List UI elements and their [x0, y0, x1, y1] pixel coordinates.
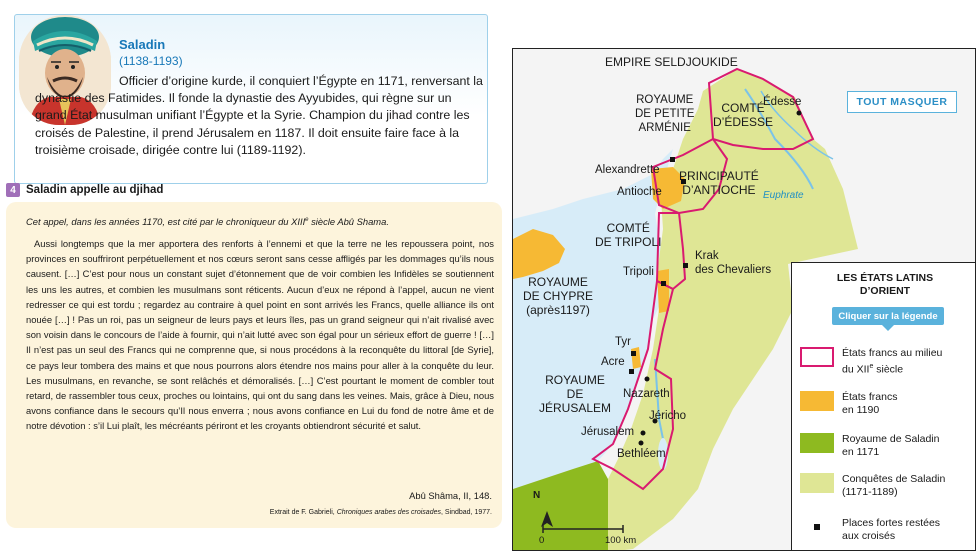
- city-tyr: Tyr: [615, 336, 631, 348]
- crusader-states-map: [512, 48, 976, 551]
- legend-item-franks-1190[interactable]: [800, 391, 897, 417]
- legend-click-button[interactable]: Cliquer sur la légende: [832, 307, 944, 325]
- document-body: Aussi longtemps que la mer apportera des renforts à l’ennemi et que la terre ne les repoussera point, nos provinces en souffriront perpétuellement et nos cœurs seront sans cesse affligés par les dommages qu’ils nous causent. […] C’est pour nous un constant sujet d’étonnement que de voir combien les Infidèles se soutiennent les uns les autres, et combien les musulmans sont réticents. Aucun d’eux ne répond à l’appel, aucun ne vient redresser ce qui est tordu ; regardez au contraire à quel point en sont arrivés les Francs, quelle alliance ils ont nouée […] ! Pas un roi, pas un seigneur de leurs pays et leurs îles, pas un grand seigneur qui n’ait rivalisé avec son voisin dans le concours de l’aide à fournir, qui n’ait lutté avec son égal pour un sérieux effort de guerre ! […] Il n’est pas un seul des Francs qui ne comprenne que, si nous procédons à la reconquête du littoral [de Syrie], ce pays leur tombera des mains et que nous pourrons alors étendre nos mains pour aller à la conquête du leur. Les musulmans, en revanche, se sont relâchés et démoralisés. […] C’est pourtant le moment de combler tout retard, de rassembler tous ceux, proches ou lointains, qui ont du sang dans les veines. Mais, grâce à Dieu, nous avons confiance dans le secours qu’Il nous enverra ; nous avons confiance en Lui du fond de notre âme et de notre dévotion : s’il Lui plaît, les mécréants périront et les croyants obtiendront sécurité et salut.: [26, 238, 494, 432]
- tripoli-1190-area: [657, 269, 669, 313]
- source-title: Chroniques arabes des croisades: [336, 509, 441, 516]
- city-acre: Acre: [601, 356, 625, 368]
- legend-border-pre: du XII: [842, 363, 870, 376]
- city-nazareth: Nazareth: [623, 388, 670, 400]
- scale-zero: 0: [539, 535, 545, 546]
- map-legend: [791, 262, 976, 551]
- legend-swatch-orange: [800, 391, 834, 411]
- legend-conquest-label: [842, 473, 945, 499]
- fort-marker: [683, 263, 688, 268]
- armenia-line1: ROYAUME: [636, 94, 694, 106]
- city-bethleem: Bethléem: [617, 448, 666, 460]
- city-jerusalem: Jérusalem: [581, 426, 635, 438]
- city-antioche: Antioche: [617, 186, 662, 198]
- jerusalem-line3: JÉRUSALEM: [539, 401, 612, 415]
- legend-swatch-lime: [800, 473, 834, 493]
- krak-line1: Krak: [695, 250, 719, 262]
- legend-border-line2: [842, 360, 942, 377]
- city-tripoli: Tripoli: [623, 266, 654, 278]
- label-jerusalem: [539, 373, 611, 415]
- label-tripoli: [595, 221, 661, 249]
- antioch-line1: PRINCIPAUTÉ: [679, 169, 759, 183]
- intro-text: Cet appel, dans les années 1170, est cité par le chroniqueur du XIII: [26, 216, 306, 227]
- fort-marker: [629, 369, 634, 374]
- jerusalem-city: [641, 431, 646, 436]
- legend-item-forts[interactable]: [800, 517, 940, 543]
- legend-title-line1: LES ÉTATS LATINS: [836, 272, 934, 284]
- bio-text: Officier d’origine kurde, il conquiert l’Égypte en 1171, renversant la dynastie des Fatimides. Il fonde la dynastie des Ayyubides, qui règne sur un grand État musulman unifiant l’Égypte et la Syrie. Champion du jihad contre les croisés de Palestine, il prend Jérusalem en 1187. Il doit ensuite faire face à la troisième croisade, dirigée contre lui (1189-1192).: [35, 74, 483, 157]
- legend-forts-label: [842, 517, 940, 543]
- tripoli-line2: DE TRIPOLI: [595, 235, 662, 249]
- legend-franks-line2: en 1190: [842, 404, 880, 416]
- legend-item-conquests[interactable]: [800, 473, 945, 499]
- nazareth-city: [645, 377, 650, 382]
- document-box: [6, 202, 502, 528]
- krak-line2: des Chevaliers: [695, 264, 772, 276]
- legend-forts-line1: Places fortes restées: [842, 517, 941, 529]
- label-euphrate: Euphrate: [763, 190, 804, 201]
- fort-marker: [661, 281, 666, 286]
- scale-end: 100 km: [605, 535, 637, 546]
- fort-marker-icon: [800, 517, 834, 537]
- biography-card: [14, 14, 488, 184]
- legend-conquest-line1: Conquêtes de Saladin: [842, 473, 946, 485]
- fort-marker: [670, 157, 675, 162]
- label-armenia: [635, 93, 694, 135]
- legend-title-line2: D’ORIENT: [859, 285, 911, 297]
- legend-saladin-line1: Royaume de Saladin: [842, 433, 940, 445]
- legend-border-sup: e: [869, 363, 874, 370]
- legend-saladin-label: [842, 433, 939, 459]
- legend-swatch-green: [800, 433, 834, 453]
- city-jericho: Jéricho: [649, 410, 687, 422]
- hide-all-button[interactable]: TOUT MASQUER: [847, 91, 957, 113]
- fort-marker: [631, 351, 636, 356]
- legend-item-border[interactable]: [800, 347, 942, 377]
- intro-sup: e: [305, 216, 309, 223]
- legend-border-post: siècle: [873, 363, 904, 376]
- legend-forts-line2: aux croisés: [842, 530, 896, 542]
- intro-end: siècle Abû Shama.: [308, 216, 389, 227]
- legend-item-border-label: [842, 347, 942, 377]
- document-heading: [6, 182, 163, 198]
- legend-franks-label: [842, 391, 897, 417]
- source-suffix: , Sindbad, 1977.: [441, 509, 492, 516]
- legend-swatch-border: [800, 347, 834, 367]
- north-label: N: [533, 490, 541, 501]
- bio-name: Saladin: [119, 37, 166, 52]
- edessa-line1: COMTÉ: [721, 101, 765, 115]
- armenia-line3: ARMÉNIE: [638, 122, 691, 134]
- city-alexandrette: Alexandrette: [595, 164, 660, 176]
- city-edesse: Édesse: [763, 96, 802, 108]
- cyprus-line1: ROYAUME: [528, 275, 588, 289]
- document-number-badge: 4: [6, 183, 20, 197]
- legend-title: [792, 272, 976, 298]
- bethleem-city: [639, 441, 644, 446]
- cyprus-line2: DE CHYPRE: [523, 289, 594, 303]
- edessa-city: [797, 111, 802, 116]
- legend-conquest-line2: (1171-1189): [842, 486, 898, 498]
- antioch-line2: D’ANTIOCHE: [682, 183, 756, 197]
- legend-border-line1: États francs au milieu: [842, 347, 943, 359]
- document-title: Saladin appelle au djihad: [26, 184, 164, 196]
- tripoli-line1: COMTÉ: [606, 221, 650, 235]
- city-krak: [695, 249, 771, 277]
- legend-item-saladin-kingdom[interactable]: [800, 433, 939, 459]
- source-prefix: Extrait de F. Gabrieli,: [269, 509, 337, 516]
- cyprus-line3: (après1197): [526, 303, 590, 317]
- legend-saladin-line2: en 1171: [842, 446, 880, 458]
- edessa-line2: D’ÉDESSE: [713, 115, 774, 129]
- document-author: Abû Shâma, II, 148.: [409, 490, 492, 501]
- armenia-line2: DE PETITE: [635, 108, 695, 120]
- label-empire: EMPIRE SELDJOUKIDE: [605, 55, 738, 69]
- document-intro: [26, 216, 486, 227]
- document-source: [270, 509, 492, 516]
- legend-franks-line1: États francs: [842, 391, 898, 403]
- label-cyprus: [523, 275, 593, 317]
- bio-dates: (1138-1193): [119, 54, 183, 68]
- jerusalem-line2: DE: [566, 387, 584, 401]
- jerusalem-line1: ROYAUME: [545, 373, 605, 387]
- label-antioch: [679, 169, 759, 197]
